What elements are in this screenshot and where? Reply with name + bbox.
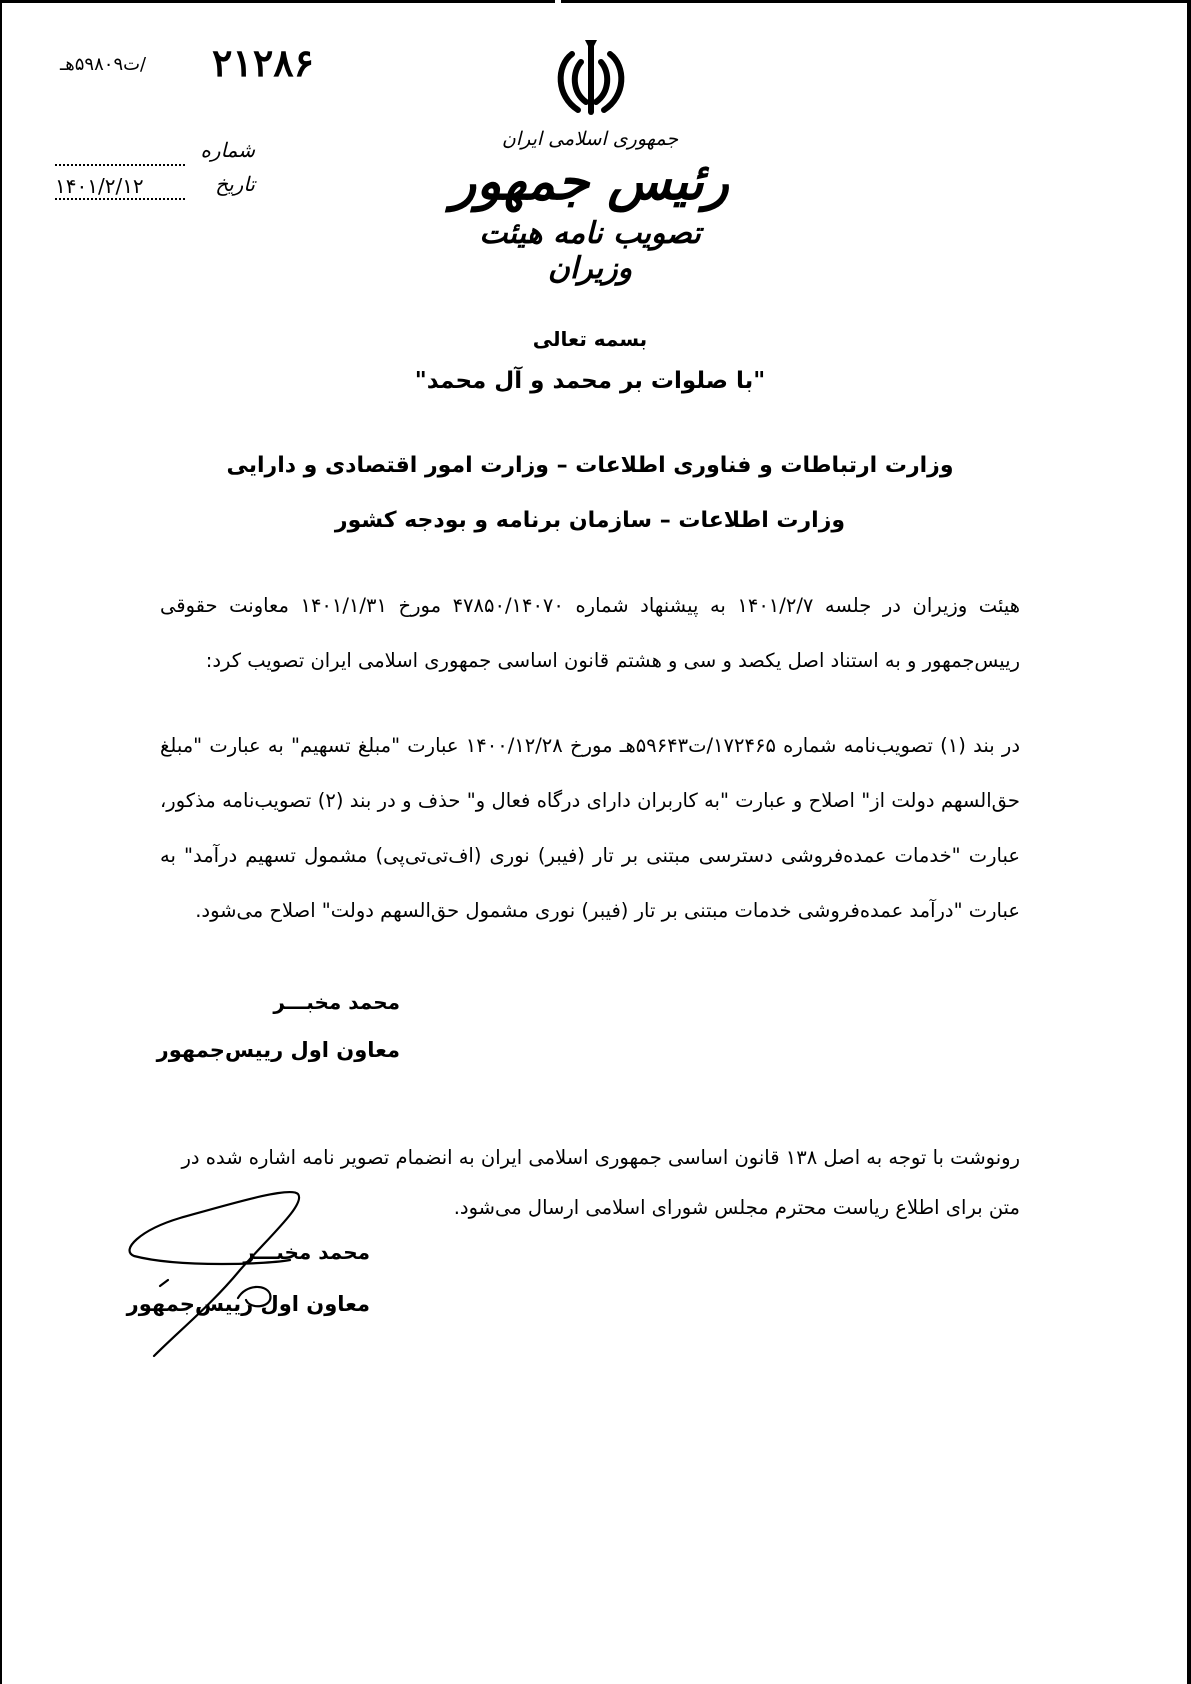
cc-paragraph: رونوشت با توجه به اصل ۱۳۸ قانون اساسی جمهوری اسلامی ایران به انضمام تصویر نامه اشاره شده در متن برای اطلاع ریاست محترم مجلس شورای اسلامی ارسال می‌شود. — [181, 1146, 1020, 1219]
salavat-line: "با صلوات بر محمد و آل محمد" — [414, 368, 766, 394]
page-top-border-gap — [555, 0, 561, 3]
recipient-line: وزارت اطلاعات – سازمان برنامه و بودجه کشور — [334, 508, 846, 533]
registration-number — [60, 40, 330, 88]
document-type: تصویب نامه هیئت وزیران — [479, 216, 701, 286]
number-value — [55, 140, 185, 166]
letterhead — [440, 128, 740, 286]
office-title: رئیس جمهور — [451, 151, 729, 212]
recipients-block — [160, 438, 1020, 548]
body-paragraph-2: در بند (۱) تصویب‌نامه شماره ۱۷۲۴۶۵/ت۵۹۶۴۳هـ مورخ ۱۴۰۰/۱۲/۲۸ عبارت "مبلغ تسهیم" به عبارت "مبلغ حق‌السهم دولت از" اصلاح و عبارت "به کاربران دارای درگاه فعال و" حذف و در بند (۲) تصویب‌نامه مذکور، عبارت "خدمات عمده‌فروشی دسترسی مبتنی بر تار (فیبر) نوری (اف‌تی‌تی‌پی) مشمول تسهیم درآمد" به عبارت "درآمد عمده‌فروشی خدمات مبتنی بر تار (فیبر) نوری مشمول حق‌السهم دولت" اصلاح می‌شود. — [160, 734, 1020, 922]
recipient-line: وزارت ارتباطات و فناوری اطلاعات – وزارت امور اقتصادی و دارایی — [226, 453, 954, 478]
signatory-name: محمد مخبـــر — [243, 1240, 370, 1264]
meta-date-row — [55, 172, 255, 202]
number-label: شماره — [200, 138, 255, 162]
signed-signature-block — [120, 1160, 400, 1380]
date-label: تاریخ — [215, 172, 255, 196]
signature-block — [156, 990, 400, 1090]
date-value: ۱۴۰۱/۲/۱۲ — [55, 174, 185, 200]
state-emblem-icon — [548, 36, 634, 120]
page-top-border — [0, 0, 1191, 3]
signatory-title: معاون اول رییس‌جمهور — [156, 1038, 400, 1062]
handwritten-signature — [120, 1160, 400, 1380]
page-right-border — [1187, 0, 1191, 1684]
country-name: جمهوری اسلامی ایران — [501, 128, 679, 150]
signatory-name: محمد مخبـــر — [273, 990, 400, 1014]
page-left-border — [0, 0, 2, 1684]
registration-number-large: ۲۱۲۸۶ — [212, 40, 315, 85]
registration-code: /ت۵۹۸۰۹هـ — [60, 54, 147, 75]
bismillah-heading: بسمه تعالی — [532, 327, 648, 351]
meta-number-row — [55, 138, 255, 168]
signatory-title: معاون اول رییس‌جمهور — [126, 1292, 370, 1316]
letter-meta — [55, 138, 255, 208]
body-paragraph-1: هیئت وزیران در جلسه ۱۴۰۱/۲/۷ به پیشنهاد شماره ۴۷۸۵۰/۱۴۰۷۰ مورخ ۱۴۰۱/۱/۳۱ معاونت حقوقی رییس‌جمهور و به استناد اصل یکصد و سی و هشتم قانون اساسی جمهوری اسلامی ایران تصویب کرد: — [160, 594, 1021, 672]
